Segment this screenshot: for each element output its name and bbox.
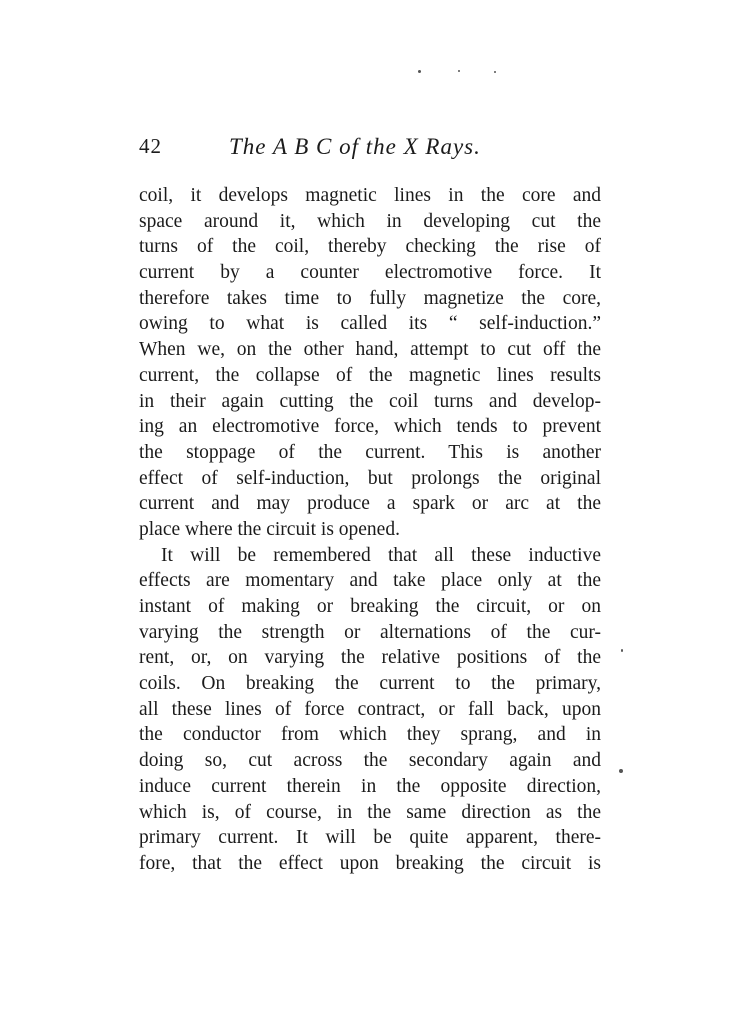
- text-line: When we, on the other hand, attempt to cut off the: [139, 339, 601, 361]
- text-line: varying the strength or alternations of the cur-: [139, 621, 601, 643]
- paragraph-first-line: It will be remembered that all these inductive: [161, 544, 601, 566]
- text-line: coil, it develops magnetic lines in the core and: [139, 185, 601, 206]
- text-line: primary current. It will be quite apparent, there-: [139, 827, 601, 849]
- text-line: instant of making or breaking the circuit, or on: [139, 596, 601, 617]
- paragraph-last-line: place where the circuit is opened.: [139, 518, 400, 540]
- print-speck: [619, 769, 623, 773]
- text-line: in their again cutting the coil turns and develop-: [139, 390, 601, 412]
- page-number: 42: [139, 134, 162, 158]
- body-text: [139, 183, 601, 877]
- text-line: the conductor from which they sprang, and in: [139, 724, 601, 746]
- running-title: The A B C of the X Rays.: [229, 134, 481, 159]
- text-line: all these lines of force contract, or fall back, upon: [139, 698, 601, 720]
- print-speck: [494, 71, 496, 73]
- text-line: ing an electromotive force, which tends to prevent: [139, 416, 601, 438]
- text-line: rent, or, on varying the relative positions of the: [139, 647, 601, 669]
- text-line: owing to what is called its “ self-induction.”: [139, 313, 601, 335]
- print-speck: [621, 649, 623, 652]
- text-line: which is, of course, in the same direction as the: [139, 801, 601, 823]
- text-line: therefore takes time to fully magnetize the core,: [139, 287, 601, 309]
- page-header: [139, 134, 601, 168]
- text-line: induce current therein in the opposite direction,: [139, 775, 601, 797]
- text-line: effect of self-induction, but prolongs the original: [139, 467, 601, 489]
- text-line: fore, that the effect upon breaking the circuit is: [139, 852, 601, 874]
- text-line: the stoppage of the current. This is another: [139, 441, 601, 463]
- print-speck: [418, 70, 421, 73]
- text-line: current, the collapse of the magnetic lines results: [139, 364, 601, 386]
- text-line: doing so, cut across the secondary again and: [139, 750, 601, 772]
- text-line: effects are momentary and take place only at the: [139, 570, 601, 592]
- text-line: current and may produce a spark or arc at the: [139, 493, 601, 515]
- text-line: current by a counter electromotive force. It: [139, 262, 601, 284]
- text-line: coils. On breaking the current to the primary,: [139, 673, 601, 695]
- text-line: space around it, which in developing cut the: [139, 210, 601, 232]
- print-speck: [458, 70, 460, 72]
- text-line: turns of the coil, thereby checking the rise of: [139, 236, 601, 258]
